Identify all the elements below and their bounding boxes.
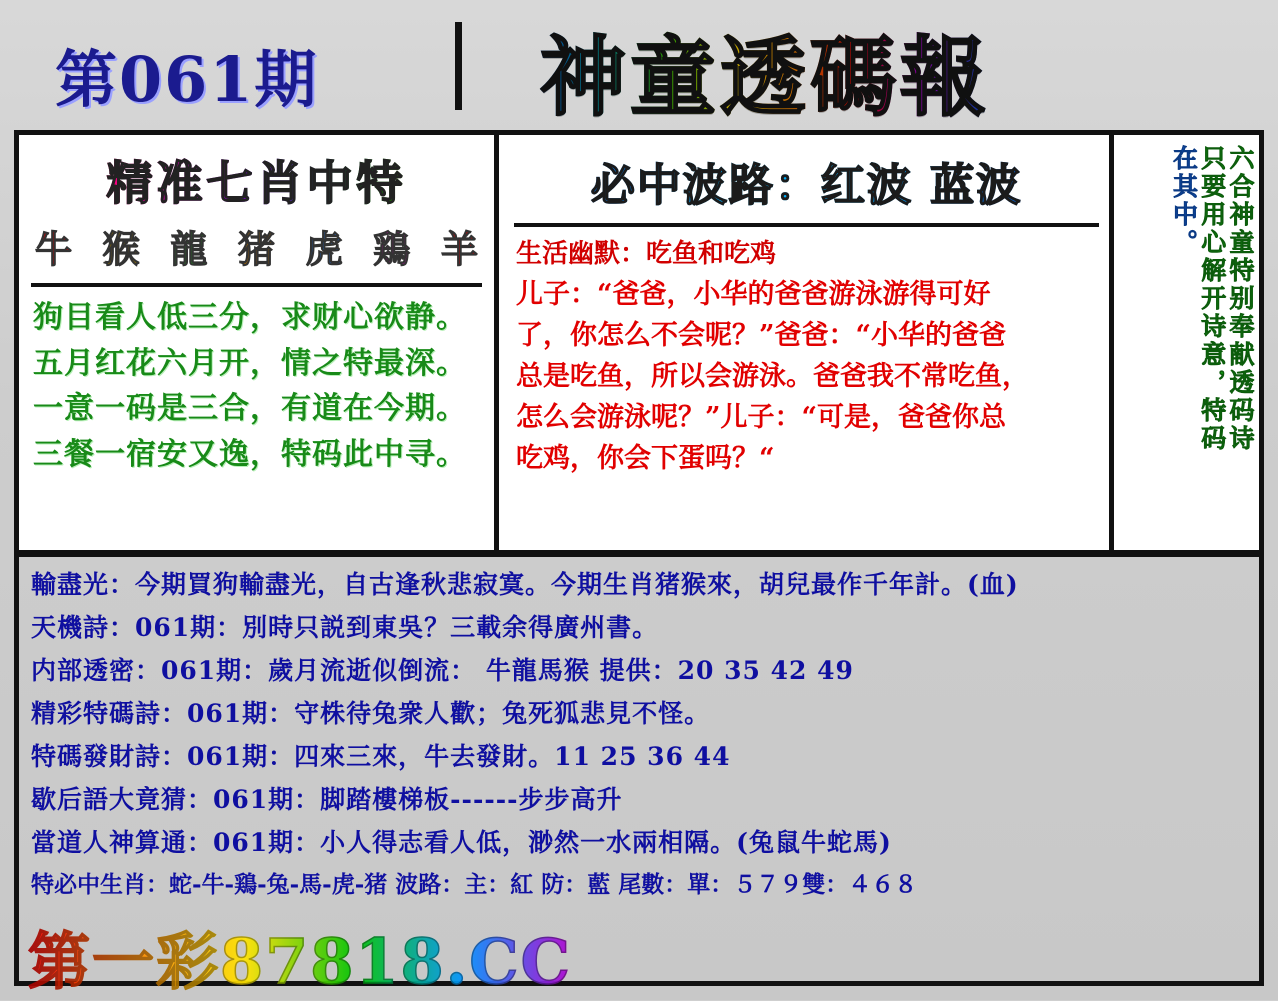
vertical-text-column: 六合神童特别奉献透码诗: [1226, 145, 1255, 453]
mid-panel-title: 必中波路：红波 蓝波: [504, 149, 1109, 213]
body-line: 了，你怎么不会呢？”爸爸：“小华的爸爸: [516, 320, 1007, 352]
list-item: 輸盡光：今期買狗輸盡光，自古逢秋悲寂寞。今期生肖猪猴來，胡兒最作千年計。(血): [31, 570, 1019, 599]
list-item: 特必中生肖：蛇-牛-鶏-兔-馬-虎-猪 波路：主：紅 防：藍 尾數：單：５７９雙：４６８: [31, 871, 918, 898]
list-item: 天機詩：061期：別時只説到東吳？三載余得廣州書。: [31, 613, 659, 642]
zodiac-item: 虎: [305, 227, 343, 271]
body-line: 儿子：“爸爸，小华的爸爸游泳游得可好: [516, 279, 991, 310]
list-item: 當道人神算通：061期：小人得志看人低，渺然一水兩相隔。(兔鼠牛蛇馬): [31, 828, 892, 857]
verse-line: 一意一码是三合，有道在今期。: [33, 391, 467, 427]
list-item: 精彩特碼詩：061期：守株待兔衆人歡；兔死狐悲見不怪。: [31, 699, 711, 728]
zodiac-item: 猴: [102, 227, 140, 271]
verse-line: 三餐一宿安又逸，特码此中寻。: [33, 436, 467, 472]
header-divider: [455, 22, 462, 110]
bottom-list: [14, 551, 1264, 986]
zodiac-item: 鶏: [373, 227, 411, 271]
zodiac-row: [19, 213, 494, 273]
issue-number: 第061期: [55, 43, 319, 116]
zodiac-item: 羊: [440, 227, 478, 271]
page-header: [0, 0, 1278, 130]
right-panel: [1119, 135, 1259, 550]
vertical-text-column: 在其中。: [1169, 145, 1199, 257]
vertical-text-column: 只要用心解开诗意，特码: [1197, 145, 1227, 453]
body-line: 吃鸡，你会下蛋吗？“: [516, 443, 775, 475]
left-panel-title: 精准七肖中特: [19, 147, 494, 213]
list-item: 特碼發財詩：061期：四來三來，牛去發財。11 25 36 44: [31, 742, 731, 771]
mid-panel-subtitle: 生活幽默：吃鱼和吃鸡: [516, 239, 777, 269]
mid-panel: [504, 135, 1114, 550]
list-item: 歇后語大竟猜：061期：脚踏樓梯板------步步高升: [31, 785, 623, 814]
page-title: 神童透碼報: [540, 8, 990, 132]
body-line: 怎么会游泳呢？”儿子：“可是，爸爸你总: [516, 402, 1007, 434]
zodiac-item: 牛: [35, 227, 72, 271]
verse-line: 狗目看人低三分，求财心欲静。: [33, 300, 467, 335]
verse-line: 五月红花六月开，情之特最深。: [33, 345, 467, 381]
zodiac-item: 龍: [170, 227, 208, 271]
zodiac-item: 猪: [237, 227, 275, 271]
left-panel: [19, 135, 499, 550]
panels-frame: [14, 130, 1264, 555]
left-panel-verses: [19, 287, 494, 477]
list-item: 内部透密：061期：歲月流逝似倒流： 牛龍馬猴 提供：20 35 42 49: [31, 656, 854, 685]
watermark: 第一彩87818.CC: [28, 912, 572, 1001]
mid-panel-body: [504, 270, 1109, 479]
body-line: 总是吃鱼，所以会游泳。爸爸我不常吃鱼，: [516, 361, 1029, 393]
